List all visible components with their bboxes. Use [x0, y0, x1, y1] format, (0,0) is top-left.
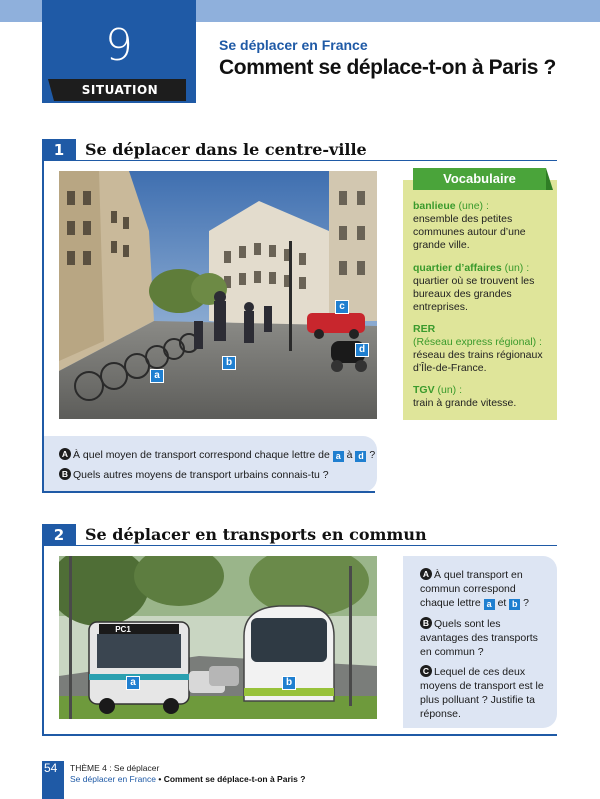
- vocab-definition: ensemble des petites communes autour d’une grande ville.: [413, 213, 526, 251]
- bus-tram-illustration: [59, 556, 377, 719]
- vocab-note: (une) :: [455, 200, 489, 212]
- question-1a: [59, 448, 374, 462]
- question-marker-a: A: [59, 448, 71, 460]
- footer-breadcrumb: [70, 774, 305, 784]
- question-2c: [420, 665, 550, 721]
- inline-label-b: b: [509, 599, 520, 610]
- vocab-entry-tgv: [413, 384, 553, 410]
- vocab-term: quartier d’affaires: [413, 262, 502, 274]
- vocab-term: banlieue: [413, 200, 456, 212]
- vocab-entry-banlieue: [413, 200, 553, 252]
- section-1-questions-panel: [44, 436, 377, 492]
- vocab-note: (Réseau express régional) :: [413, 336, 542, 348]
- vocab-definition: train à grande vitesse.: [413, 397, 517, 409]
- vocab-term: RER: [413, 323, 436, 335]
- question-2b-text: Quels sont les avantages des transports en commun ?: [420, 618, 538, 658]
- section-1-rule: [42, 160, 557, 161]
- question-2a-text: À quel transport en commun correspond chaque lettre: [420, 569, 523, 609]
- section-1-title: Se déplacer dans le centre-ville: [85, 140, 367, 159]
- section-2-rule: [42, 545, 557, 546]
- vocab-term: TGV: [413, 384, 435, 396]
- question-1a-mid: à: [346, 449, 353, 461]
- photo-label-a: a: [150, 369, 164, 383]
- vocab-entry-quartier: [413, 262, 553, 314]
- section-1-bottom-rule: [42, 491, 375, 493]
- footer-theme: THÈME 4 : Se déplacer: [70, 763, 160, 773]
- footer-breadcrumb-separator: •: [156, 774, 164, 784]
- vocab-note: (un) :: [501, 262, 530, 274]
- bus-destination-sign: PC1: [115, 625, 131, 634]
- page-number: 54: [44, 761, 58, 775]
- question-marker-a: A: [420, 568, 432, 580]
- photo-label-b: b: [222, 356, 236, 370]
- street-photo: [59, 171, 377, 419]
- vocab-definition: réseau des trains régionaux d’Île-de-France.: [413, 349, 543, 374]
- photo-label-d: d: [355, 343, 369, 357]
- section-2-frame: [42, 524, 44, 736]
- section-2-number: 2: [42, 524, 76, 546]
- page-subtitle: Se déplacer en France: [219, 37, 368, 53]
- question-2b: [420, 617, 550, 659]
- question-1b: [59, 468, 374, 482]
- section-2-title: Se déplacer en transports en commun: [85, 525, 427, 544]
- inline-label-a: a: [484, 599, 495, 610]
- transport-photo: [59, 556, 377, 719]
- question-2a-mid: et: [497, 597, 507, 609]
- footer-breadcrumb-section: Se déplacer en France: [70, 774, 156, 784]
- question-1a-text: À quel moyen de transport correspond chaque lettre de: [73, 449, 330, 461]
- question-2a: [420, 568, 552, 610]
- question-marker-c: C: [420, 665, 432, 677]
- question-marker-b: B: [59, 468, 71, 480]
- chapter-number: 9: [105, 20, 133, 71]
- vocab-note: (un) :: [434, 384, 463, 396]
- photo-label-a: a: [126, 676, 140, 690]
- inline-label-a: a: [333, 451, 344, 462]
- question-2a-end: ?: [523, 597, 530, 609]
- vocabulary-heading: Vocabulaire: [413, 168, 546, 190]
- vocab-definition: quartier où se trouvent les bureaux des grandes entreprises.: [413, 275, 535, 313]
- street-scene-illustration: [59, 171, 377, 419]
- photo-label-c: c: [335, 300, 349, 314]
- vocab-entry-rer: [413, 323, 553, 375]
- question-1a-end: ?: [369, 449, 376, 461]
- situation-label: SITUATION: [54, 79, 186, 101]
- footer-breadcrumb-title: Comment se déplace-t-on à Paris ?: [163, 774, 306, 784]
- question-marker-b: B: [420, 617, 432, 629]
- section-2-bottom-rule: [42, 734, 557, 736]
- photo-label-b: b: [282, 676, 296, 690]
- page-title: Comment se déplace-t-on à Paris ?: [219, 56, 556, 79]
- question-2c-text: Lequel de ces deux moyens de transport est le plus polluant ? Justifie ta réponse.: [420, 666, 544, 720]
- question-1b-text: Quels autres moyens de transport urbains connais-tu ?: [73, 469, 329, 481]
- section-1-number: 1: [42, 139, 76, 161]
- inline-label-d: d: [355, 451, 366, 462]
